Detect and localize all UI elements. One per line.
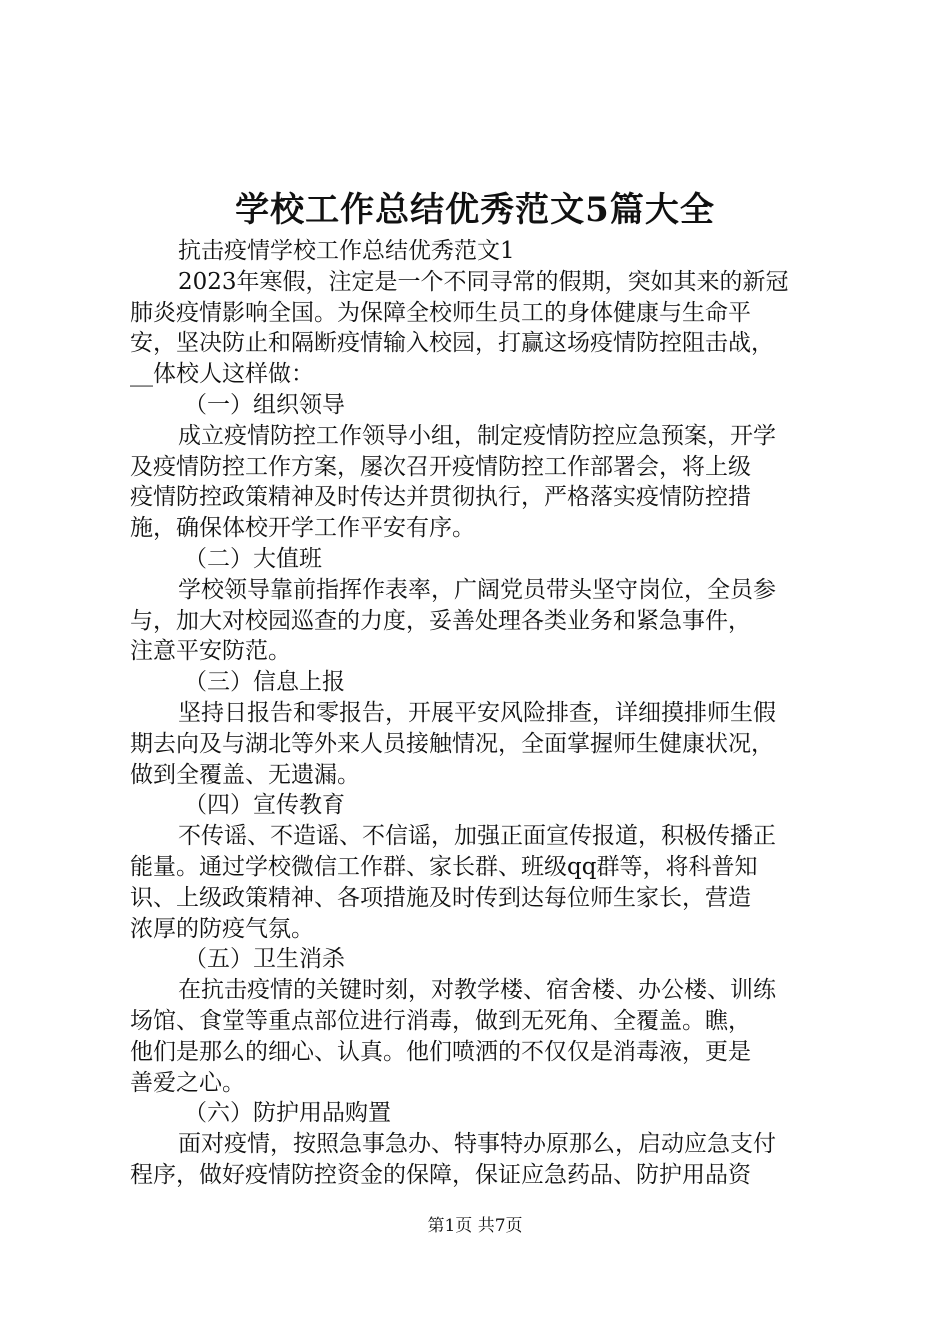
text-line: （三）信息上报 <box>184 669 345 696</box>
text-line: 注意平安防范。 <box>130 638 291 665</box>
text-line: 善爱之心。 <box>130 1069 245 1096</box>
text-line: 学校领导靠前指挥作表率，广阔党员带头坚守岗位，全员参 <box>178 576 776 603</box>
text-line: 期去向及与湖北等外来人员接触情况，全面掌握师生健康状况， <box>130 730 774 757</box>
text-line: 成立疫情防控工作领导小组，制定疫情防控应急预案，开学 <box>178 422 776 449</box>
text-line: 识、上级政策精神、各项措施及时传到达每位师生家长，营造 <box>130 884 751 911</box>
text-line: 肺炎疫情影响全国。为保障全校师生员工的身体健康与生命平 <box>130 299 751 326</box>
text-line: __体校人这样做： <box>130 361 314 388</box>
document-title: 学校工作总结优秀范文5篇大全 <box>235 190 715 230</box>
text-line: （四）宣传教育 <box>184 792 345 819</box>
text-line: 在抗击疫情的关键时刻，对教学楼、宿舍楼、办公楼、训练 <box>178 977 776 1004</box>
text-line: 不传谣、不造谣、不信谣，加强正面宣传报道，积极传播正 <box>178 823 776 850</box>
text-line: 能量。通过学校微信工作群、家长群、班级qq群等，将科普知 <box>130 853 758 880</box>
text-line: 及疫情防控工作方案，屡次召开疫情防控工作部署会，将上级 <box>130 453 751 480</box>
text-line: 安，坚决防止和隔断疫情输入校园，打赢这场疫情防控阻击战， <box>130 330 774 357</box>
text-line: 与，加大对校园巡查的力度，妥善处理各类业务和紧急事件， <box>130 607 751 634</box>
text-line: （二）大值班 <box>184 545 322 572</box>
text-line: 做到全覆盖、无遗漏。 <box>130 761 360 788</box>
text-line: 疫情防控政策精神及时传达并贯彻执行，严格落实疫情防控措 <box>130 484 751 511</box>
page-footer: 第1页 共7页 <box>427 1216 523 1236</box>
text-line: 他们是那么的细心、认真。他们喷洒的不仅仅是消毒液，更是 <box>130 1038 751 1065</box>
text-line: （六）防护用品购置 <box>184 1100 391 1127</box>
text-line: 抗击疫情学校工作总结优秀范文1 <box>178 238 515 264</box>
text-line: （一）组织领导 <box>184 391 345 418</box>
document-body <box>130 236 835 1191</box>
text-line: 浓厚的防疫气氛。 <box>130 915 314 942</box>
text-line: 面对疫情，按照急事急办、特事特办原那么，启动应急支付 <box>178 1131 776 1158</box>
text-line: 2023年寒假，注定是一个不同寻常的假期，突如其来的新冠 <box>178 268 789 295</box>
text-line: 施，确保体校开学工作平安有序。 <box>130 515 475 542</box>
text-line: 场馆、食堂等重点部位进行消毒，做到无死角、全覆盖。瞧， <box>130 1007 751 1034</box>
text-line: 程序，做好疫情防控资金的保障，保证应急药品、防护用品资 <box>130 1161 751 1188</box>
text-line: （五）卫生消杀 <box>184 946 345 973</box>
text-line: 坚持日报告和零报告，开展平安风险排查，详细摸排师生假 <box>178 699 776 726</box>
